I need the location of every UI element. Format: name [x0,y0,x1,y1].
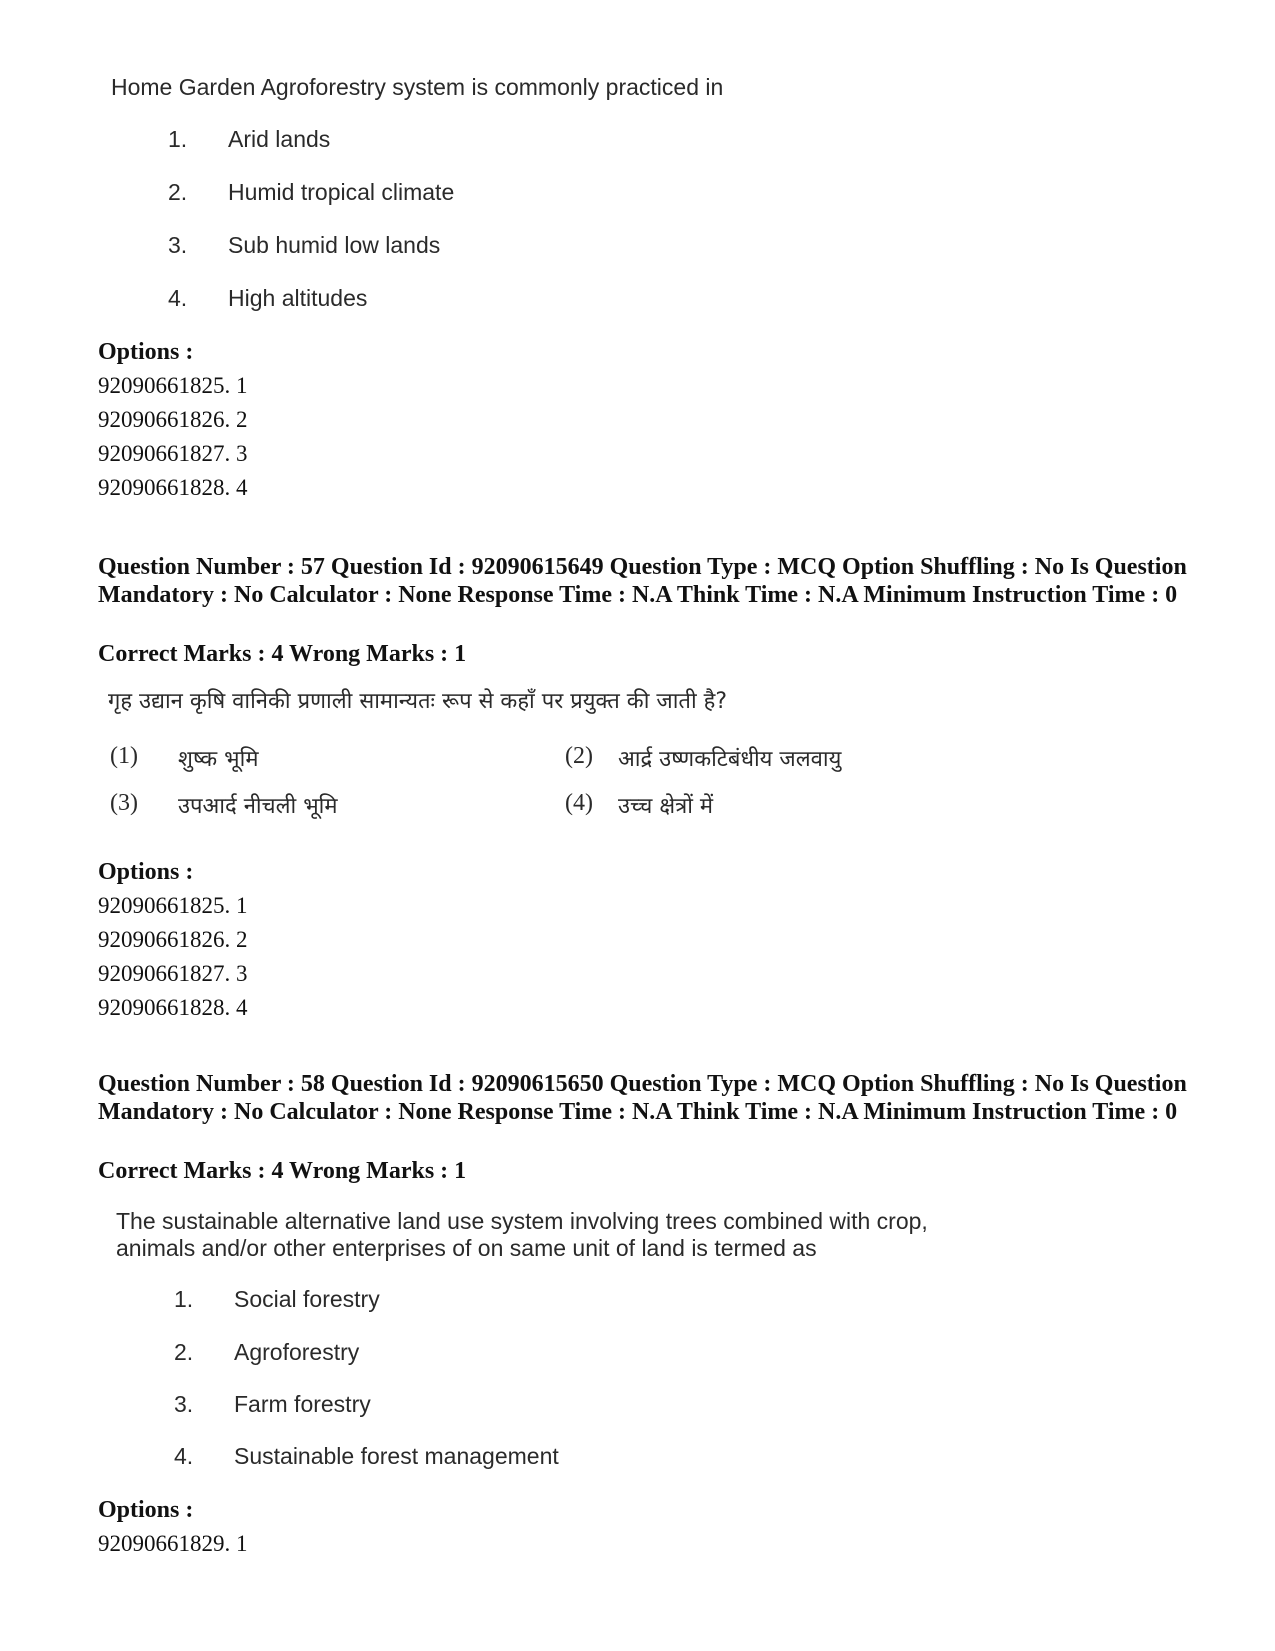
choice-text: Sustainable forest management [234,1443,559,1469]
option-line: 92090661825. 1 [98,893,248,918]
choice-number: 3. [174,1391,194,1417]
choice-text: उच्च क्षेत्रों में [618,794,714,819]
choice-number: (1) [110,743,138,769]
choice-text: Sub humid low lands [228,232,441,258]
choice-text: Social forestry [234,1286,380,1312]
choice-number: (2) [565,743,593,769]
question-58-meta: Question Number : 58 Question Id : 92090615650 Question Type : MCQ Option Shuffling : No Is Question Mandatory : No Calculator : None Response Time : N.A Think Time : N.A Minimum Instruction Time : 0 [98,1071,1187,1125]
choice-number: 1. [168,126,188,152]
choice-number: (4) [565,790,593,816]
choice-text: शुष्क भूमि [178,747,259,772]
choice-number: 4. [174,1443,194,1469]
choice-number: 2. [168,179,188,205]
choice-text: आर्द्र उष्णकटिबंधीय जलवायु [618,747,842,772]
option-line: 92090661826. 2 [98,927,248,952]
question-58-marks: Correct Marks : 4 Wrong Marks : 1 [98,1158,467,1184]
choice-number: 4. [168,285,188,311]
option-line: 92090661829. 1 [98,1531,248,1556]
option-line: 92090661826. 2 [98,407,248,432]
options-label: Options : [98,859,194,885]
question-58-text-line-2: animals and/or other enterprises of on same unit of land is termed as [116,1235,817,1261]
choice-text: Farm forestry [234,1391,371,1417]
choice-text: उपआर्द नीचली भूमि [178,794,338,819]
option-line: 92090661827. 3 [98,441,248,466]
option-line: 92090661827. 3 [98,961,248,986]
question-57-meta: Question Number : 57 Question Id : 92090615649 Question Type : MCQ Option Shuffling : No Is Question Mandatory : No Calculator : None Response Time : N.A Think Time : N.A Minimum Instruction Time : 0 [98,554,1187,608]
choice-text: High altitudes [228,285,368,311]
option-line: 92090661825. 1 [98,373,248,398]
question-57-text: गृह उद्यान कृषि वानिकी प्रणाली सामान्यतः रूप से कहाँ पर प्रयुक्त की जाती है? [108,689,727,714]
question-56-text: Home Garden Agroforestry system is commonly practiced in [111,74,724,100]
options-label: Options : [98,339,194,365]
choice-text: Humid tropical climate [228,179,455,205]
choice-number: 1. [174,1286,194,1312]
option-line: 92090661828. 4 [98,995,248,1020]
choice-text: Arid lands [228,126,331,152]
choice-number: 3. [168,232,188,258]
question-58-text-line-1: The sustainable alternative land use system involving trees combined with crop, [116,1208,928,1234]
choice-text: Agroforestry [234,1339,360,1365]
options-label: Options : [98,1497,194,1523]
choice-number: 2. [174,1339,194,1365]
choice-number: (3) [110,790,138,816]
option-line: 92090661828. 4 [98,475,248,500]
question-57-marks: Correct Marks : 4 Wrong Marks : 1 [98,641,467,667]
